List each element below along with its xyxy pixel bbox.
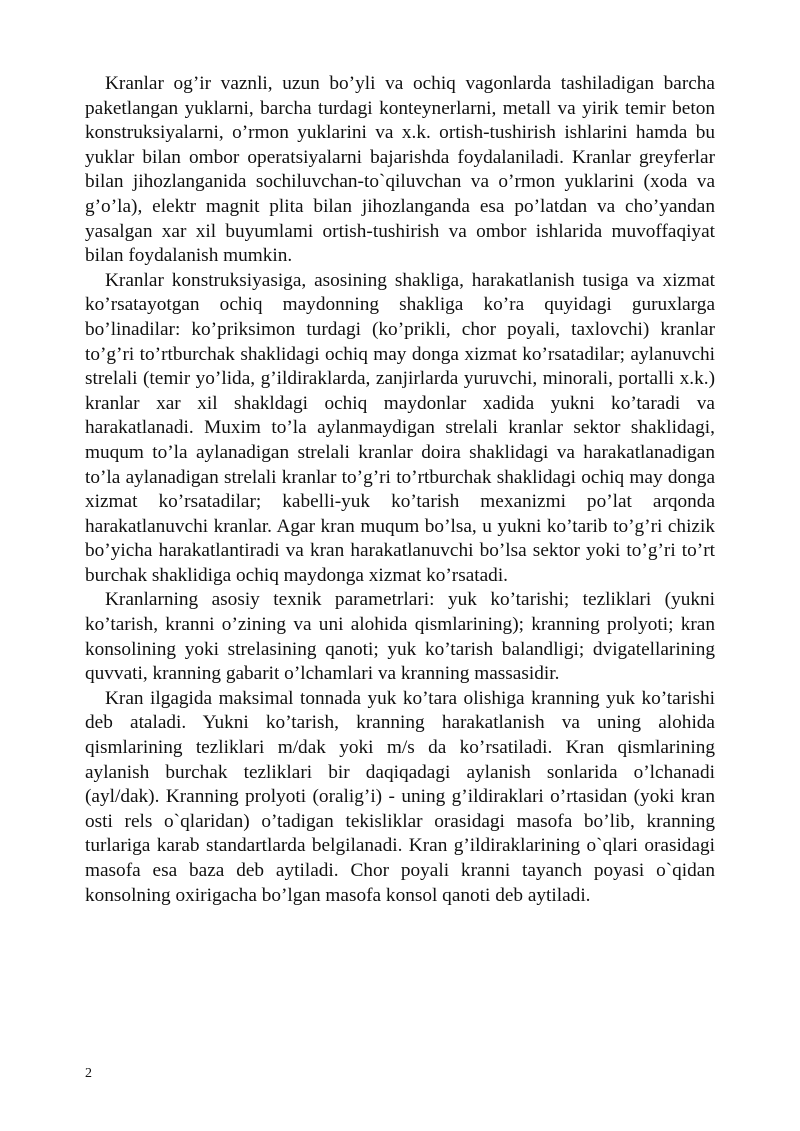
paragraph-3: Kranlarning asosiy texnik parametrlari: yuk ko’tarishi; tezliklari (yukni ko’tarish, kranni o’zining va uni alohida qismlarining); kranning prolyoti; kran konsolining yoki strelasining qanoti; yuk ko’tarish balandligi; dvigatellarining quvvati, kranning gabarit o’lchamlari va kranning massasidir. bbox=[85, 589, 715, 685]
paragraph-2: Kranlar konstruksiyasiga, asosining shakliga, harakatlanish tusiga va xizmat ko’rsatayotgan ochiq maydonning shakliga ko’ra quyidagi guruxlarga bo’linadilar: ko’priksimon turdagi (ko’prikli, chor poyali, taxlovchi) kranlar to’g’ri to’rtburchak shaklidagi ochiq may donga xizmat ko’rsatadilar; aylanuvchi strelali (temir yo’lida, g’ildiraklarda, zanjirlarda yuruvchi, minorali, portalli x.k.) kranlar xar xil shakldagi ochiq maydonlar xadida yukni ko’taradi va harakatlanadi. Muxim to’la aylanmaydigan strelali kranlar sektor shaklidagi, muqum to’la aylanadigan strelali kranlar doira shaklidagi va harakatlanadigan to’la aylanadigan strelali kranlar to’g’ri to’rtburchak shaklidagi ochiq may donga xizmat ko’rsatadilar; kabelli-yuk ko’tarish mexanizmi po’lat arqonda harakatlanuvchi kranlar. Agar kran muqum bo’lsa, u yukni ko’tarib to’g’ri chizik bo’yicha harakatlantiradi va kran harakatlanuvchi bo’lsa sektor yoki to’g’ri to’rt burchak shaklidiga ochiq maydonga xizmat ko’rsatadi. bbox=[85, 269, 715, 586]
paragraph-1: Kranlar og’ir vaznli, uzun bo’yli va ochiq vagonlarda tashiladigan barcha paketlangan yuklarni, barcha turdagi konteynerlarni, metall va yirik temir beton konstruksiyalarni, o’rmon yuklarini va x.k. ortish-tushirish ishlarini hamda bu yuklar bilan ombor operatsiyalarni bajarishda foydalaniladi. Kranlar greyferlar bilan jihozlanganida sochiluvchan-to`qiluvchan va o’rmon yuklarini (xoda va g’o’la), elektr magnit plita bilan jihozlanganda esa po’latdan va cho’yandan yasalgan xar xil buyumlami ortish-tushirish va ombor ishlarida muvoffaqiyat bilan foydalanish mumkin. bbox=[85, 73, 715, 267]
page-body bbox=[85, 72, 715, 908]
paragraph-4: Kran ilgagida maksimal tonnada yuk ko’tara olishiga kranning yuk ko’tarishi deb ataladi. Yukni ko’tarish, kranning harakatlanish va uning alohida qismlarining tezliklari m/dak yoki m/s da ko’rsatiladi. Kran qismlarining aylanish burchak tezliklari bir daqiqadagi aylanish sonlarida o’lchanadi (ayl/dak). Kranning prolyoti (oralig’i) - uning g’ildiraklari o’rtasidan (yoki kran osti rels o`qlaridan) o’tadigan tekisliklar orasidagi masofa bo’lib, kranning turlariga karab standartlarda belgilanadi. Kran g’ildiraklarining o`qlari orasidagi masofa esa baza deb aytiladi. Chor poyali kranni tayanch poyasi o`qidan konsolning oxirigacha bo’lgan masofa konsol qanoti deb aytiladi. bbox=[85, 687, 715, 906]
page-number: 2 bbox=[85, 1066, 92, 1081]
